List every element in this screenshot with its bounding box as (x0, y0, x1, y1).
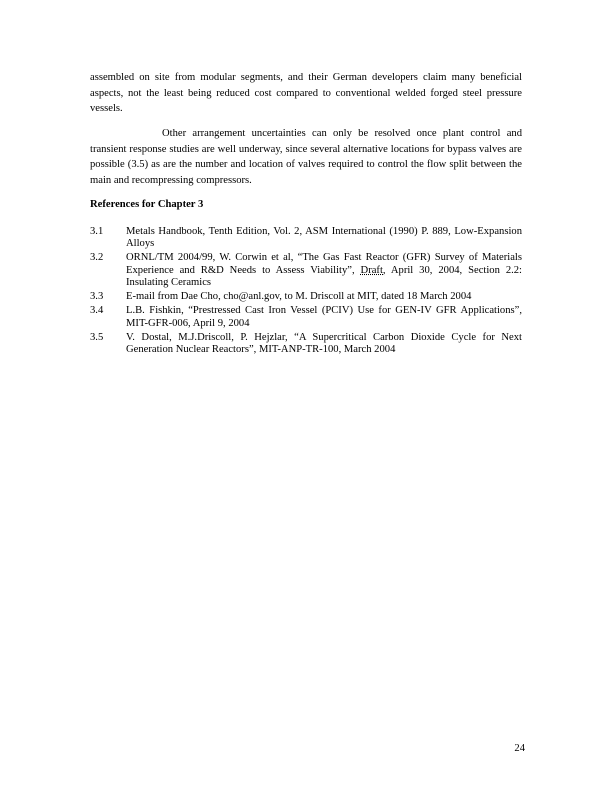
reference-item (90, 332, 522, 357)
reference-text-part: ORNL/TM 2004/99, W. Corwin et al, “The Gas Fast Reactor (GFR) Survey of Materials Experience and R&D Needs to Assess Viability”, (126, 252, 522, 276)
reference-text: E-mail from Dae Cho, cho@anl.gov, to M. Driscoll at MIT, dated 18 March 2004 (126, 291, 472, 303)
draft-word: Draft, (360, 264, 386, 276)
paragraph-arrangement-uncertainties: Other arrangement uncertainties can only be resolved once plant control and transient response studies are well underway, since several alternative locations for bypass valves are possible (3.5) as are the number and location of valves required to control the flow split between the main and recompressing compressors. (90, 128, 522, 186)
reference-item (90, 305, 522, 330)
reference-text: V. Dostal, M.J.Driscoll, P. Hejzlar, “A Supercritical Carbon Dioxide Cycle for Next Generation Nuclear Reactors”, MIT-ANP-TR-100, March 2004 (126, 331, 522, 356)
reference-item (90, 226, 522, 251)
references-heading: References for Chapter 3 (90, 199, 204, 210)
reference-number: 3.3 (90, 291, 104, 303)
reference-number: 3.1 (90, 226, 104, 237)
reference-text: L.B. Fishkin, “Prestressed Cast Iron Vessel (PCIV) Use for GEN-IV GFR Applications”, MIT-GFR-006, April 9, 2004 (126, 305, 522, 329)
reference-number: 3.5 (90, 331, 104, 343)
reference-text: Metals Handbook, Tenth Edition, Vol. 2, ASM International (1990) P. 889, Low-Expansion Alloys (126, 226, 522, 250)
page-number: 24 (514, 743, 525, 754)
reference-item (90, 291, 522, 303)
references-list (90, 226, 522, 358)
reference-text (126, 252, 522, 289)
reference-text-part: April 30, 2004, Section 2.2: Insulating Ceramics (126, 264, 522, 289)
reference-item (90, 252, 522, 289)
reference-number: 3.4 (90, 305, 104, 317)
reference-number: 3.2 (90, 252, 104, 264)
paragraph-vessel-segments: assembled on site from modular segments, and their German developers claim many beneficial aspects, not the least being reduced cost compared to conventional welded forged steel pressure vessels. (90, 72, 522, 115)
